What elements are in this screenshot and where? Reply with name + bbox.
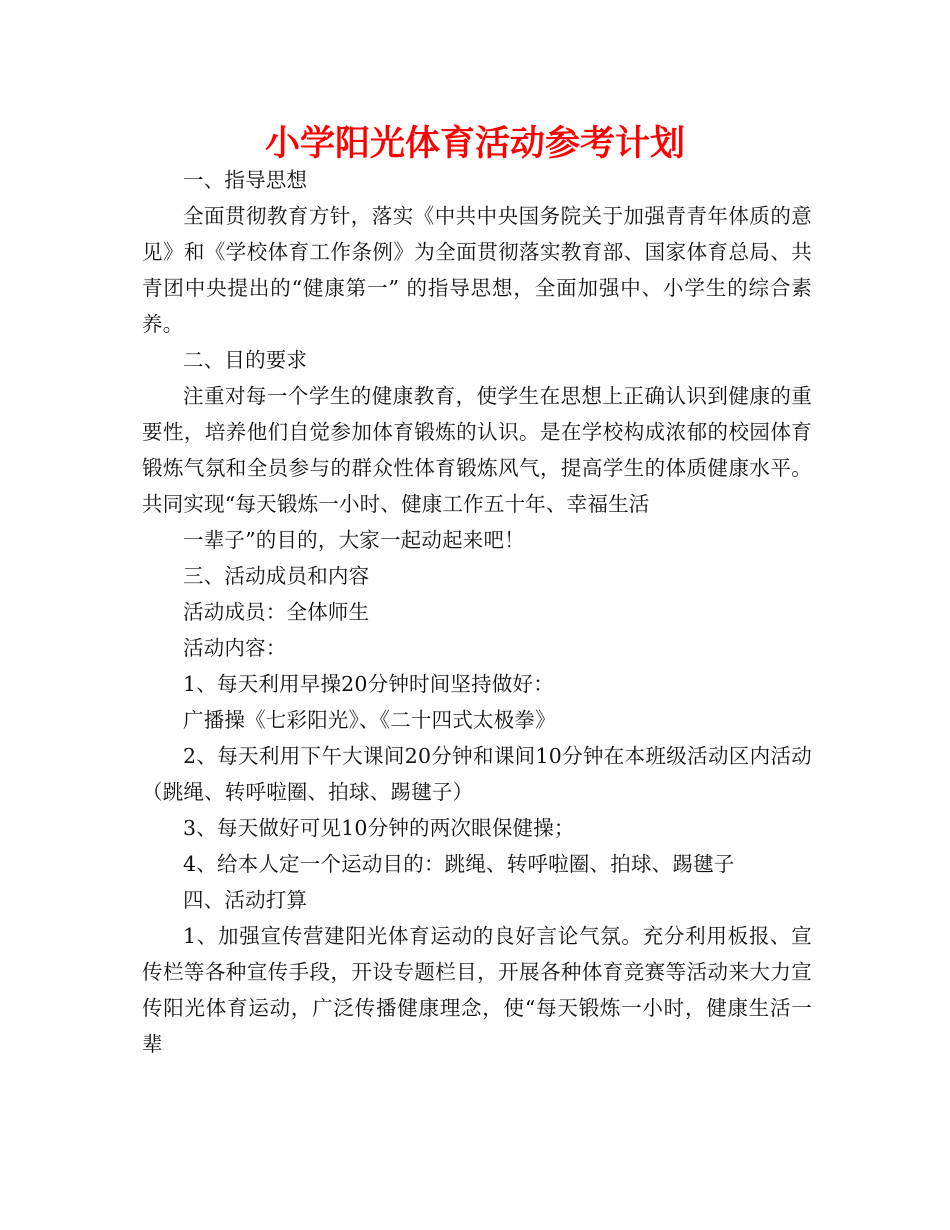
document-body — [142, 162, 812, 1062]
paragraph-goals-continued: 一辈子”的目的，大家一起动起来吧！ — [183, 528, 525, 552]
heading-guiding-ideology: 一、指导思想 — [183, 168, 308, 192]
paragraph-plan-1: 1、加强宣传营建阳光体育运动的良好言论气氛。充分利用板报、宣传栏等各种宣传手段，开设专题栏目，开展各种体育竞赛等活动来大力宣传阳光体育运动，广泛传播健康理念，使“每天锻炼一小时，健康生活一辈 — [142, 924, 812, 1056]
paragraph-goals: 注重对每一个学生的健康教育，使学生在思想上正确认识到健康的重要性，培养他们自觉参加体育锻炼的认识。是在学校构成浓郁的校园体育锻炼气氛和全员参与的群众性体育锻炼风气，提高学生的体质健康水平。共同实现“每天锻炼一小时、健康工作五十年、幸福生活 — [142, 384, 812, 516]
list-item-1: 1、每天利用早操20分钟时间坚持做好： — [183, 672, 554, 696]
line-members: 活动成员：全体师生 — [183, 600, 370, 624]
heading-members-content: 三、活动成员和内容 — [183, 564, 370, 588]
heading-plan: 四、活动打算 — [183, 888, 308, 912]
list-item-3: 3、每天做好可见10分钟的两次眼保健操； — [183, 816, 575, 840]
list-item-1-detail: 广播操《七彩阳光》、《二十四式太极拳》 — [183, 708, 556, 732]
list-item-4: 4、给本人定一个运动目的：跳绳、转呼啦圈、拍球、踢毽子 — [183, 852, 735, 876]
heading-goals: 二、目的要求 — [183, 348, 308, 372]
document-title: 小学阳光体育活动参考计划 — [264, 124, 685, 164]
line-content-label: 活动内容： — [183, 636, 287, 660]
list-item-2: 2、每天利用下午大课间20分钟和课间10分钟在本班级活动区内活动（跳绳、转呼啦圈、拍球、踢毽子） — [142, 744, 812, 804]
paragraph-guiding-ideology: 全面贯彻教育方针，落实《中共中央国务院关于加强青青年体质的意见》和《学校体育工作条例》为全面贯彻落实教育部、国家体育总局、共青团中央提出的“健康第一” 的指导思想，全面加强中、小学生的综合素养。 — [142, 204, 812, 336]
